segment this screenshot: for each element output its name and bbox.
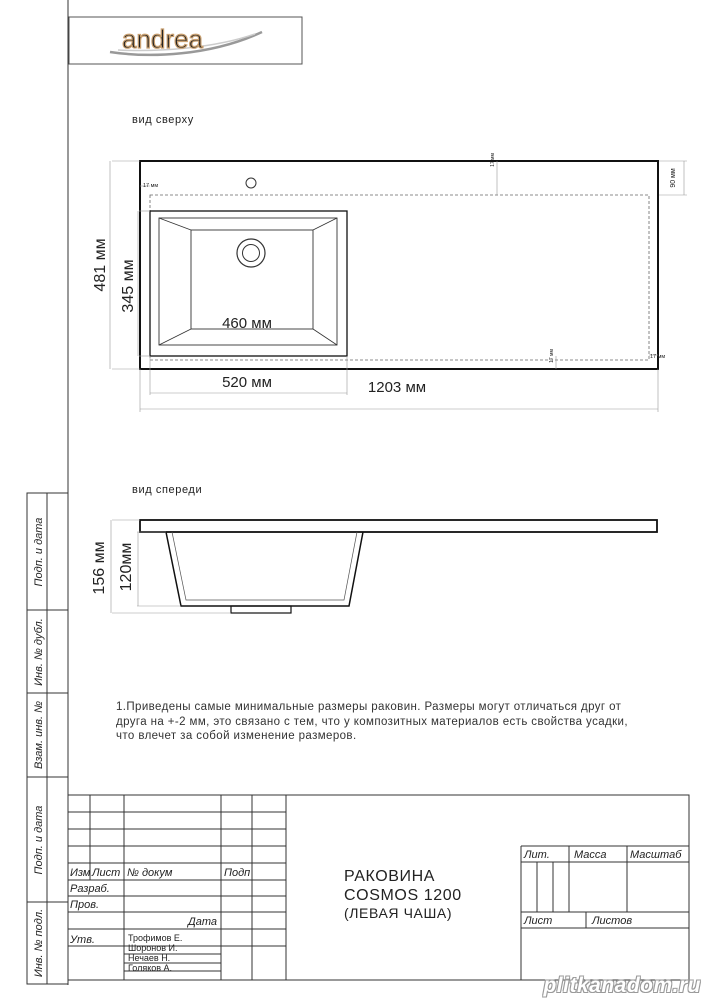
tb-podp: Подп bbox=[224, 867, 251, 879]
dim-bowl-height: 120мм bbox=[118, 542, 135, 592]
andrea-logo bbox=[110, 24, 262, 55]
stamp-podp-data-top: Подп. и дата bbox=[33, 517, 45, 587]
tb-name-3: Нечаев Н. bbox=[128, 953, 171, 963]
top-view-sink bbox=[140, 161, 658, 369]
drawing-note: 1.Приведены самые минимальные размеры раковин. Размеры могут отличаться друг от друга на +-2 мм, это связано с тем, что у композитных материалов есть свойства усадки, что влечет за собой изменение размеров. bbox=[116, 701, 628, 742]
faucet-hole bbox=[246, 178, 256, 188]
dim-offset-right: 17 мм bbox=[650, 354, 666, 360]
dim-offset-top: 17 мм bbox=[490, 153, 496, 167]
logo-text: andrea bbox=[122, 24, 203, 54]
tb-name-2: Шоронов И. bbox=[128, 943, 178, 953]
product-title: РАКОВИНА bbox=[344, 868, 436, 885]
stamp-vzam-inv: Взам. инв. № bbox=[33, 700, 45, 770]
dim-total-width: 1203 мм bbox=[367, 379, 427, 396]
tb-utv: Утв. bbox=[70, 934, 95, 946]
dim-total-height: 156 мм bbox=[91, 541, 108, 595]
tb-list2: Лист bbox=[524, 915, 553, 927]
tb-name-4: Голяков А. bbox=[128, 963, 173, 973]
site-watermark: plitkanadom.ru bbox=[543, 974, 701, 997]
dim-bowl-outer-width: 520 мм bbox=[222, 374, 272, 391]
tb-razrab: Разраб. bbox=[70, 883, 110, 895]
stamp-inv-podl: Инв. № подл. bbox=[33, 908, 45, 978]
tb-listov: Листов bbox=[592, 915, 633, 927]
tb-doc: № докум bbox=[127, 867, 173, 879]
drain-inner bbox=[243, 245, 260, 262]
countertop-front bbox=[140, 520, 657, 532]
tb-izm: Изм bbox=[70, 867, 91, 879]
tb-data: Дата bbox=[188, 916, 218, 928]
stamp-podp-data: Подп. и дата bbox=[33, 805, 45, 875]
drain-front bbox=[231, 606, 291, 613]
top-view-dim-lines bbox=[110, 161, 687, 412]
dim-total-depth: 481 мм bbox=[92, 238, 109, 292]
bowl-outer bbox=[150, 211, 347, 356]
top-view-title: вид сверху bbox=[132, 114, 194, 126]
tb-prov: Пров. bbox=[70, 899, 100, 911]
tb-massa: Масса bbox=[574, 849, 607, 861]
tb-lit: Лит. bbox=[524, 849, 550, 861]
product-variant: (ЛЕВАЯ ЧАША) bbox=[344, 905, 453, 921]
dim-bowl-inner-width: 460 мм bbox=[222, 315, 272, 332]
front-view-sink bbox=[140, 520, 657, 613]
tb-name-1: Трофимов Е. bbox=[128, 933, 183, 943]
drain-outer bbox=[237, 239, 265, 267]
countertop-outline bbox=[140, 161, 658, 369]
product-model: COSMOS 1200 bbox=[344, 887, 462, 904]
stamp-inv-dubl: Инв. № дубл. bbox=[33, 618, 45, 686]
bowl-front-inner bbox=[172, 532, 357, 600]
front-view-title: вид спереди bbox=[132, 484, 203, 496]
dim-offset-left: 17 мм bbox=[143, 183, 159, 189]
dim-bowl-depth: 345 мм bbox=[120, 259, 137, 313]
dim-offset-bottom: 17 мм bbox=[549, 349, 555, 363]
tb-list: Лист bbox=[92, 867, 121, 879]
dim-rear-rim: 90 мм bbox=[670, 168, 677, 188]
tb-masshtab: Масштаб bbox=[630, 849, 682, 861]
inner-offset-line bbox=[150, 195, 649, 360]
bowl-front-outer bbox=[166, 532, 363, 606]
